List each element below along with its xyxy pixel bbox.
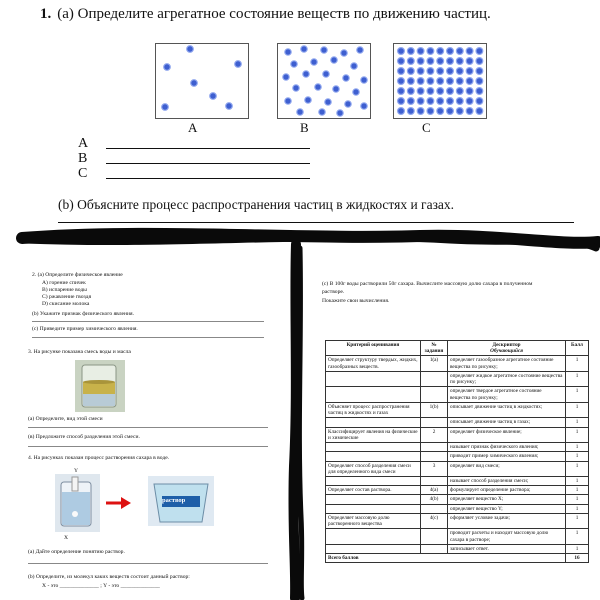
criterion-cell: Определяет способ разделения смеси для определенного вида смеси — [326, 461, 421, 476]
task-number-cell — [421, 529, 448, 544]
header-task-number: № задания — [421, 341, 448, 356]
solid-particle — [398, 98, 405, 105]
solid-particle — [398, 68, 405, 75]
header-descriptor — [448, 341, 566, 356]
answer-line-b[interactable] — [106, 163, 310, 164]
descriptor-cell: описывает движение частиц в жидкостях; — [448, 402, 566, 417]
score-cell: 1 — [566, 418, 589, 427]
solid-particle — [456, 68, 463, 75]
table-row — [326, 452, 589, 461]
solid-particle — [476, 68, 483, 75]
descriptor-cell: формулирует определение раствора; — [448, 486, 566, 495]
particle-box-b — [277, 43, 371, 119]
solid-particle — [407, 98, 414, 105]
criterion-cell: Определяет состав раствора. — [326, 486, 421, 495]
solid-particle — [407, 48, 414, 55]
header-sub: Обучающийся — [490, 348, 523, 355]
solid-particle — [407, 78, 414, 85]
solid-particle — [476, 88, 483, 95]
answer-row-a-label: A — [78, 136, 89, 151]
descriptor-cell: определяет физическое явление; — [448, 427, 566, 442]
solid-particle — [427, 78, 434, 85]
q2-option-d: D) скисание молока — [42, 301, 90, 307]
liquid-particle — [293, 85, 299, 91]
particle-box-a — [155, 43, 249, 119]
criterion-cell — [326, 387, 421, 402]
criterion-cell — [326, 495, 421, 504]
q3-title: 3. На рисунке показана смесь воды и масла — [28, 349, 131, 355]
question-1b-text: (b) Объясните процесс распространения частиц в жидкостях и газах. — [58, 197, 455, 212]
descriptor-cell: приводит пример химического явления; — [448, 452, 566, 461]
score-cell: 1 — [566, 402, 589, 417]
solid-particles — [394, 44, 486, 118]
q2-option-a: А) горение спичек — [42, 280, 86, 286]
liquid-particle — [319, 109, 325, 115]
task-number-cell: 4(b) — [421, 495, 448, 504]
oil-water-beaker-image — [75, 360, 125, 412]
table-row — [326, 443, 589, 452]
table-row — [326, 418, 589, 427]
task-number-cell: 3 — [421, 461, 448, 476]
criterion-cell — [326, 371, 421, 386]
solid-particle — [437, 58, 444, 65]
liquid-particle — [303, 71, 309, 77]
q3-b-line[interactable] — [28, 446, 268, 447]
solid-particle — [427, 88, 434, 95]
solid-particle — [417, 98, 424, 105]
score-cell: 1 — [566, 461, 589, 476]
q4-y-label: Y — [74, 468, 79, 474]
liquid-particle — [285, 98, 291, 104]
solid-particle — [466, 68, 473, 75]
task-number-cell: 4(с) — [421, 513, 448, 528]
gas-particles — [156, 44, 248, 118]
table-row — [326, 427, 589, 442]
solid-particle — [456, 108, 463, 115]
q2-c-line[interactable] — [32, 337, 264, 338]
task-number-cell: 1(b) — [421, 402, 448, 417]
solid-particle — [466, 108, 473, 115]
table-row — [326, 495, 589, 504]
task-number-cell — [421, 387, 448, 402]
solid-particle — [447, 58, 454, 65]
score-cell: 1 — [566, 427, 589, 442]
solid-particle — [437, 98, 444, 105]
liquid-particle — [333, 86, 339, 92]
q2-option-c: С) ржавление гвоздя — [42, 294, 92, 300]
score-cell: 1 — [566, 476, 589, 485]
total-row — [326, 554, 589, 563]
solid-particle — [456, 48, 463, 55]
descriptor-cell: проводит расчеты и находит массовую долю сахара в растворе; — [448, 529, 566, 544]
solid-particle — [447, 78, 454, 85]
q4-a-line[interactable] — [28, 563, 268, 564]
header-criterion: Критерий оценивания — [326, 341, 421, 356]
solid-particle — [447, 48, 454, 55]
solid-particle — [456, 58, 463, 65]
answer-line-1b[interactable] — [58, 222, 574, 223]
solid-particle — [427, 98, 434, 105]
solid-particle — [447, 88, 454, 95]
criterion-cell: Определяет массовую долю растворенного вещества — [326, 513, 421, 528]
q4-c-line2: растворе. — [322, 289, 345, 295]
solid-particle — [456, 78, 463, 85]
score-cell: 1 — [566, 452, 589, 461]
liquid-particle — [291, 61, 297, 67]
q4-c-line1: (с) В 100г воды растворили 50г сахара. Вычислите массовую долю сахара в полученном — [322, 281, 533, 287]
liquid-particle — [311, 59, 317, 65]
descriptor-cell: определяет жидкое агрегатное состояние вещества по рисунку; — [448, 371, 566, 386]
descriptor-cell: записывает ответ. — [448, 544, 566, 553]
descriptor-cell: определяет вещество X; — [448, 495, 566, 504]
solid-particle — [437, 88, 444, 95]
arrow-right-icon — [106, 496, 132, 510]
q4-c-line3: Покажите свои вычисления. — [322, 298, 390, 304]
solid-particle — [407, 108, 414, 115]
solid-particle — [407, 58, 414, 65]
solid-particle — [437, 48, 444, 55]
q3-a-line[interactable] — [28, 427, 268, 428]
score-cell: 1 — [566, 443, 589, 452]
task-number-cell — [421, 504, 448, 513]
descriptor-cell: оформляет условие задачи; — [448, 513, 566, 528]
task-number-cell — [421, 371, 448, 386]
solid-particle — [417, 108, 424, 115]
solid-particle — [447, 98, 454, 105]
descriptor-cell: называет признак физического явления; — [448, 443, 566, 452]
solid-particle — [476, 48, 483, 55]
question-text: (a) Определите агрегатное состояние веществ по движению частиц. — [57, 6, 491, 22]
criterion-cell: Классифицирует явления на физические и химические — [326, 427, 421, 442]
score-cell: 1 — [566, 504, 589, 513]
score-cell: 1 — [566, 513, 589, 528]
solid-particle — [427, 58, 434, 65]
box-label-c: C — [422, 120, 431, 135]
score-cell: 1 — [566, 544, 589, 553]
liquid-particle — [337, 110, 343, 116]
liquid-particle — [341, 50, 347, 56]
liquid-particle — [321, 47, 327, 53]
table-row — [326, 504, 589, 513]
table-row — [326, 356, 589, 371]
q4-xy: X - это ______________ ; Y - это ______________ — [42, 583, 160, 589]
particle-box-c — [393, 43, 487, 119]
liquid-particle — [323, 71, 329, 77]
liquid-particle — [353, 89, 359, 95]
q2-title: 2. (а) Определите физическое явление — [32, 272, 123, 278]
q3-a: (а) Определите, вид этой смеси — [28, 416, 103, 422]
table-row — [326, 476, 589, 485]
task-number-cell: 1(а) — [421, 356, 448, 371]
criterion-cell — [326, 476, 421, 485]
table-row — [326, 387, 589, 402]
table-row — [326, 461, 589, 476]
liquid-particles — [278, 44, 370, 118]
descriptor-cell: описывает движение частиц в газах; — [448, 418, 566, 427]
solid-particle — [447, 68, 454, 75]
table-row — [326, 544, 589, 553]
criterion-cell — [326, 452, 421, 461]
criteria-table — [325, 340, 589, 563]
liquid-particle — [283, 74, 289, 80]
solid-particle — [466, 58, 473, 65]
solid-particle — [398, 108, 405, 115]
criterion-cell — [326, 443, 421, 452]
task-number-cell — [421, 452, 448, 461]
q2-b: (b) Укажите признак физического явления. — [32, 311, 134, 317]
liquid-particle — [297, 109, 303, 115]
solid-particle — [437, 108, 444, 115]
solid-particle — [456, 88, 463, 95]
solid-particle — [456, 98, 463, 105]
table-row — [326, 513, 589, 528]
answer-row-c-label: C — [78, 166, 88, 181]
criterion-cell — [326, 529, 421, 544]
solid-particle — [398, 48, 405, 55]
liquid-particle — [361, 103, 367, 109]
liquid-particle — [305, 97, 311, 103]
solid-particle — [466, 78, 473, 85]
liquid-particle — [361, 77, 367, 83]
solid-particle — [476, 78, 483, 85]
solid-particle — [427, 48, 434, 55]
liquid-particle — [325, 99, 331, 105]
criterion-cell — [326, 504, 421, 513]
sugar-dissolving-image — [55, 474, 100, 532]
total-score: 16 — [566, 554, 589, 563]
liquid-particle — [357, 47, 363, 53]
solid-particle — [437, 78, 444, 85]
score-cell: 1 — [566, 387, 589, 402]
task-number-cell: 2 — [421, 427, 448, 442]
liquid-particle — [343, 75, 349, 81]
task-number-cell — [421, 418, 448, 427]
solid-particle — [398, 88, 405, 95]
solid-particle — [427, 68, 434, 75]
question-1-title — [40, 6, 491, 23]
total-label: Всего баллов — [326, 554, 566, 563]
liquid-particle — [301, 46, 307, 52]
liquid-particle — [331, 57, 337, 63]
q4-a: (а) Дайте определение понятию раствор. — [28, 549, 125, 555]
solid-particle — [476, 108, 483, 115]
solid-particle — [466, 88, 473, 95]
solid-particle — [466, 48, 473, 55]
task-number-cell — [421, 544, 448, 553]
solid-particle — [417, 58, 424, 65]
solid-particle — [398, 78, 405, 85]
descriptor-cell: определяет газообразное агрегатное состояние вещества по рисунку; — [448, 356, 566, 371]
descriptor-cell: определяет вид смеси; — [448, 461, 566, 476]
solid-particle — [476, 58, 483, 65]
q3-b: (в) Предложите способ разделения этой смеси. — [28, 434, 140, 440]
criterion-cell: Объясняет процесс распространения частиц в жидкостях и газах — [326, 402, 421, 417]
table-row — [326, 529, 589, 544]
answer-line-a[interactable] — [106, 148, 310, 149]
table-row — [326, 371, 589, 386]
criterion-cell — [326, 418, 421, 427]
q4-x-label: X — [64, 535, 69, 541]
box-label-b: B — [300, 120, 309, 135]
q2-option-b: В) испарение воды — [42, 287, 87, 293]
score-cell: 1 — [566, 486, 589, 495]
solid-particle — [417, 78, 424, 85]
liquid-particle — [285, 49, 291, 55]
liquid-particle — [351, 63, 357, 69]
solid-particle — [466, 98, 473, 105]
descriptor-cell: определяет твердое агрегатное состояние вещества по рисунку; — [448, 387, 566, 402]
q4-b: (b) Определите, из молекул каких веществ состоит данный раствор: — [28, 574, 190, 580]
criterion-cell — [326, 544, 421, 553]
box-label-a: A — [188, 120, 198, 135]
table-row — [326, 402, 589, 417]
liquid-particle — [345, 101, 351, 107]
liquid-particle — [315, 84, 321, 90]
task-number-cell — [421, 476, 448, 485]
q2-c: (с) Приведите пример химического явления. — [32, 326, 138, 332]
solid-particle — [407, 88, 414, 95]
table-row — [326, 486, 589, 495]
score-cell: 1 — [566, 495, 589, 504]
header-score: Балл — [566, 341, 589, 356]
table-header-row — [326, 341, 589, 356]
q4-title: 4. На рисунках показан процесс растворения сахара в воде. — [28, 455, 170, 461]
solid-particle — [437, 68, 444, 75]
criterion-cell: Определяет структуру твердых, жидких, газообразных веществ. — [326, 356, 421, 371]
score-cell: 1 — [566, 356, 589, 371]
solid-particle — [476, 98, 483, 105]
answer-line-c[interactable] — [106, 178, 310, 179]
solid-particle — [417, 48, 424, 55]
solid-particle — [427, 108, 434, 115]
descriptor-cell: называет способ разделения смеси; — [448, 476, 566, 485]
task-number-cell — [421, 443, 448, 452]
solution-label: раствор — [162, 497, 186, 504]
task-number-cell: 4(а) — [421, 486, 448, 495]
descriptor-cell: определяет вещество Y; — [448, 504, 566, 513]
answer-row-b-label: B — [78, 151, 88, 166]
solid-particle — [417, 88, 424, 95]
q2-b-line[interactable] — [32, 321, 264, 322]
solid-particle — [398, 58, 405, 65]
score-cell: 1 — [566, 371, 589, 386]
header-descriptor-text: Дескриптор — [492, 342, 521, 348]
solid-particle — [407, 68, 414, 75]
solid-particle — [417, 68, 424, 75]
question-number: 1. — [40, 6, 52, 22]
score-cell: 1 — [566, 529, 589, 544]
solid-particle — [447, 108, 454, 115]
